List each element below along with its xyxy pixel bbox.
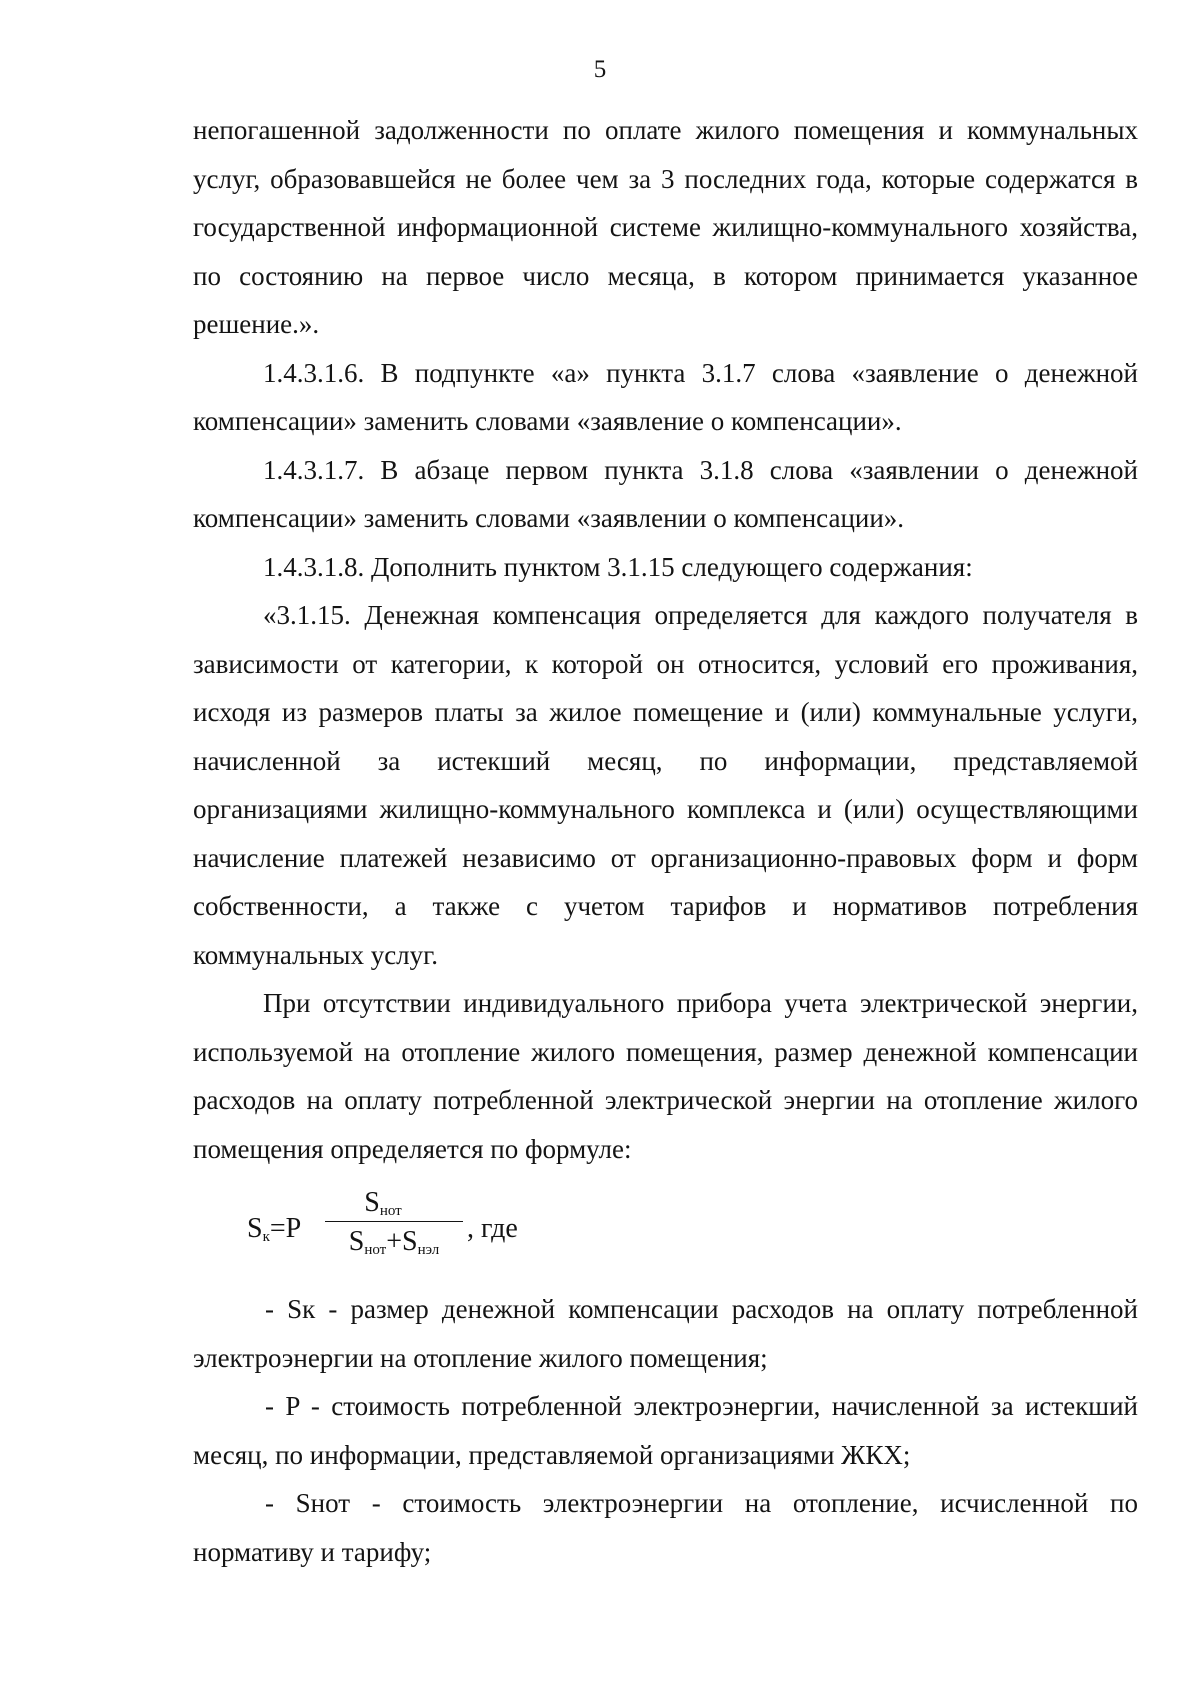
paragraph-continuation: непогашенной задолженности по оплате жилого помещения и коммунальных услуг, образовавшейся не более чем за 3 последних года, которые содержатся в государственной информационной системе жилищно-коммунального хозяйства, по состоянию на первое число месяца, в котором принимается указанное решение.». <box>193 115 1138 339</box>
formula-fraction <box>325 1185 463 1262</box>
compensation-formula <box>247 1185 1138 1271</box>
formula-lhs-subscript: к <box>262 1229 270 1245</box>
paragraph-item-1-4-3-1-6: 1.4.3.1.6. В подпункте «а» пункта 3.1.7 слова «заявление о денежной компенсации» заменить словами «заявление о компенсации». <box>193 357 1138 436</box>
formula-equals-p: =P <box>269 1213 302 1244</box>
definition-snot: - Sнот - стоимость электроэнергии на отопление, исчисленной по нормативу и тарифу; <box>193 1488 1138 1567</box>
formula-lhs <box>247 1205 301 1262</box>
paragraph-item-1-4-3-1-7: 1.4.3.1.7. В абзаце первом пункта 3.1.8 слова «заявлении о денежной компенсации» заменить словами «заявлении о компенсации». <box>193 454 1138 533</box>
formula-den-subscript-2: нэл <box>417 1242 440 1258</box>
definition-sk: - Sк - размер денежной компенсации расходов на оплату потребленной электроэнергии на отопление жилого помещения; <box>193 1294 1138 1373</box>
formula-den-symbol-1: S <box>348 1226 365 1257</box>
paragraph-quote-3-1-15: «3.1.15. Денежная компенсация определяется для каждого получателя в зависимости от категории, к которой он относится, условий его проживания, исходя из размеров платы за жилое помещение и (или) коммунальные услуги, начисленной за истекший месяц, по информации, представляемой организациями жилищно-коммунального комплекса и (или) осуществляющими начисление платежей независимо от организационно-правовых форм и форм собственности, а также с учетом тарифов и нормативов потребления коммунальных услуг. <box>193 600 1138 970</box>
paragraph-formula-intro: При отсутствии индивидуального прибора учета электрической энергии, используемой на отопление жилого помещения, размер денежной компенсации расходов на оплату потребленной электрической энергии на отопление жилого помещения определяется по формуле: <box>193 988 1138 1164</box>
formula-den-subscript-1: нот <box>364 1242 387 1258</box>
paragraph-item-1-4-3-1-8: 1.4.3.1.8. Дополнить пунктом 3.1.15 следующего содержания: <box>263 551 973 582</box>
formula-tail: , где <box>467 1213 518 1244</box>
definition-p: - P - стоимость потребленной электроэнергии, начисленной за истекший месяц, по информации, представляемой организациями ЖКХ; <box>193 1391 1138 1470</box>
document-body <box>193 106 1138 1576</box>
page-number: 5 <box>593 56 607 83</box>
formula-denominator <box>325 1222 463 1262</box>
formula-numerator <box>325 1185 463 1222</box>
formula-lhs-symbol: S <box>247 1213 263 1244</box>
formula-num-subscript: нот <box>379 1203 402 1219</box>
formula-den-plus: +S <box>386 1226 418 1257</box>
formula-num-symbol: S <box>364 1187 380 1218</box>
